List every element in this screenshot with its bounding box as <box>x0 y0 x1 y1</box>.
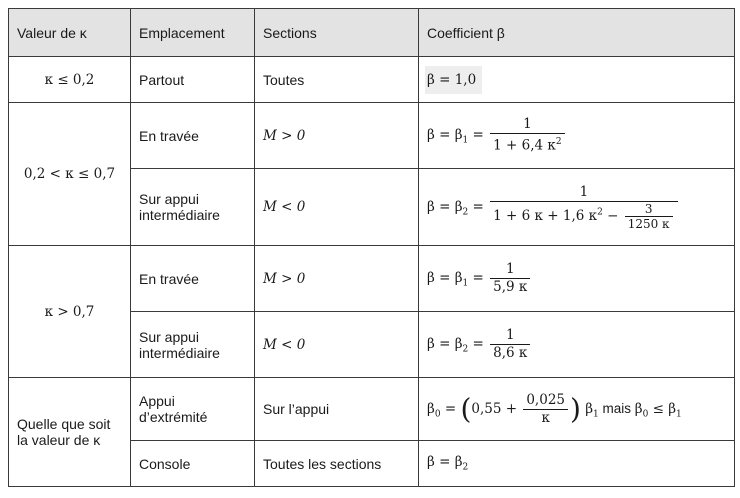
section-cell: M > 0 <box>255 246 419 312</box>
inner-numerator: 3 <box>625 202 673 217</box>
fraction-numerator: 1 <box>490 261 530 279</box>
fraction <box>490 184 677 231</box>
coef-eq: = <box>468 270 484 286</box>
coef-sub: 1 <box>593 409 599 420</box>
left-paren: ( <box>460 392 472 425</box>
coef-sub: 0 <box>642 409 649 420</box>
coef-lhs: β = β <box>427 336 463 352</box>
coef-eq: = <box>440 400 461 417</box>
beta-coefficient-table <box>8 8 735 487</box>
kappa-cell: κ > 0,7 <box>9 246 131 378</box>
coef-beta1: β <box>580 400 594 417</box>
section-cell: M < 0 <box>255 312 419 378</box>
coef-eq: = <box>468 127 484 143</box>
coef-sub: 2 <box>462 462 469 473</box>
location-cell: En travée <box>131 246 255 312</box>
section-cell: Toutes <box>255 57 419 103</box>
section-cell: Toutes les sections <box>255 441 419 487</box>
header-location: Emplacement <box>131 9 255 57</box>
fraction <box>490 261 530 296</box>
table-row <box>9 103 735 169</box>
kappa-cell: Quelle que soit la valeur de κ <box>9 378 131 487</box>
inner-denominator: 1250 κ <box>627 216 670 231</box>
coef-cell <box>419 246 735 312</box>
coef-lhs: β = β <box>427 198 463 215</box>
right-paren: ) <box>570 392 581 425</box>
den-minus: − <box>602 207 623 224</box>
fraction <box>523 392 568 427</box>
location-cell: En travée <box>131 103 255 169</box>
fraction-denominator: 5,9 κ <box>493 279 528 295</box>
coef-cell <box>419 312 735 378</box>
coef-lhs: β = β <box>427 270 463 286</box>
coef-sub: 0 <box>434 409 441 420</box>
header-kappa: Valeur de κ <box>9 9 131 57</box>
header-sections: Sections <box>255 9 419 57</box>
coef-cell <box>419 103 735 169</box>
coef-le: ≤ β <box>648 400 677 417</box>
kappa-cell: κ ≤ 0,2 <box>9 57 131 103</box>
coef-sub: 1 <box>462 278 469 289</box>
location-cell: Console <box>131 441 255 487</box>
kappa-cell: 0,2 < κ ≤ 0,7 <box>9 103 131 246</box>
location-cell: Sur appui intermédiaire <box>131 169 255 246</box>
coef-sub: 1 <box>462 135 469 146</box>
fraction-denominator <box>490 202 677 231</box>
fraction-denominator: κ <box>541 409 550 426</box>
fraction-denominator <box>490 134 564 155</box>
table-row <box>9 246 735 312</box>
fraction-numerator: 1 <box>490 116 564 134</box>
header-coefficient: Coefficient β <box>419 9 735 57</box>
table-row <box>9 57 735 103</box>
fraction-numerator: 1 <box>490 184 677 202</box>
coef-sub: 2 <box>462 207 469 218</box>
inner-fraction <box>625 202 673 231</box>
coef-cell <box>419 441 735 487</box>
coef-sub: 2 <box>462 344 469 355</box>
fraction-numerator: 0,025 <box>523 392 568 410</box>
coef-mais: mais <box>598 400 635 416</box>
table-row <box>9 378 735 441</box>
coef-beta0: β <box>634 400 643 417</box>
location-cell: Partout <box>131 57 255 103</box>
fraction-numerator: 1 <box>490 327 530 345</box>
coef-eq: = <box>468 198 484 215</box>
den-sup: 2 <box>597 207 603 217</box>
coef-cell <box>419 378 735 441</box>
coef-formula: β = 1,0 <box>425 66 482 94</box>
coef-beta: β <box>427 400 435 417</box>
coef-sub: 1 <box>676 409 682 420</box>
den-text: 1 + 6 κ + 1,6 κ <box>493 207 598 224</box>
section-cell: Sur l’appui <box>255 378 419 441</box>
fraction-denominator: 8,6 κ <box>493 345 528 361</box>
coef-cell <box>419 57 735 103</box>
table-header-row <box>9 9 735 57</box>
coef-cell <box>419 169 735 246</box>
den-sup: 2 <box>555 137 562 148</box>
coef-lhs: β = β <box>427 127 463 143</box>
den-text: 1 + 6,4 κ <box>493 137 556 154</box>
section-cell: M < 0 <box>255 169 419 246</box>
coef-eq: = <box>468 336 484 352</box>
coef-lhs: β = β <box>427 454 463 471</box>
location-cell: Sur appui intermédiaire <box>131 312 255 378</box>
fraction <box>490 327 530 362</box>
coef-pre: 0,55 + <box>471 400 522 417</box>
fraction <box>490 116 564 155</box>
section-cell: M > 0 <box>255 103 419 169</box>
location-cell: Appui d’extrémité <box>131 378 255 441</box>
